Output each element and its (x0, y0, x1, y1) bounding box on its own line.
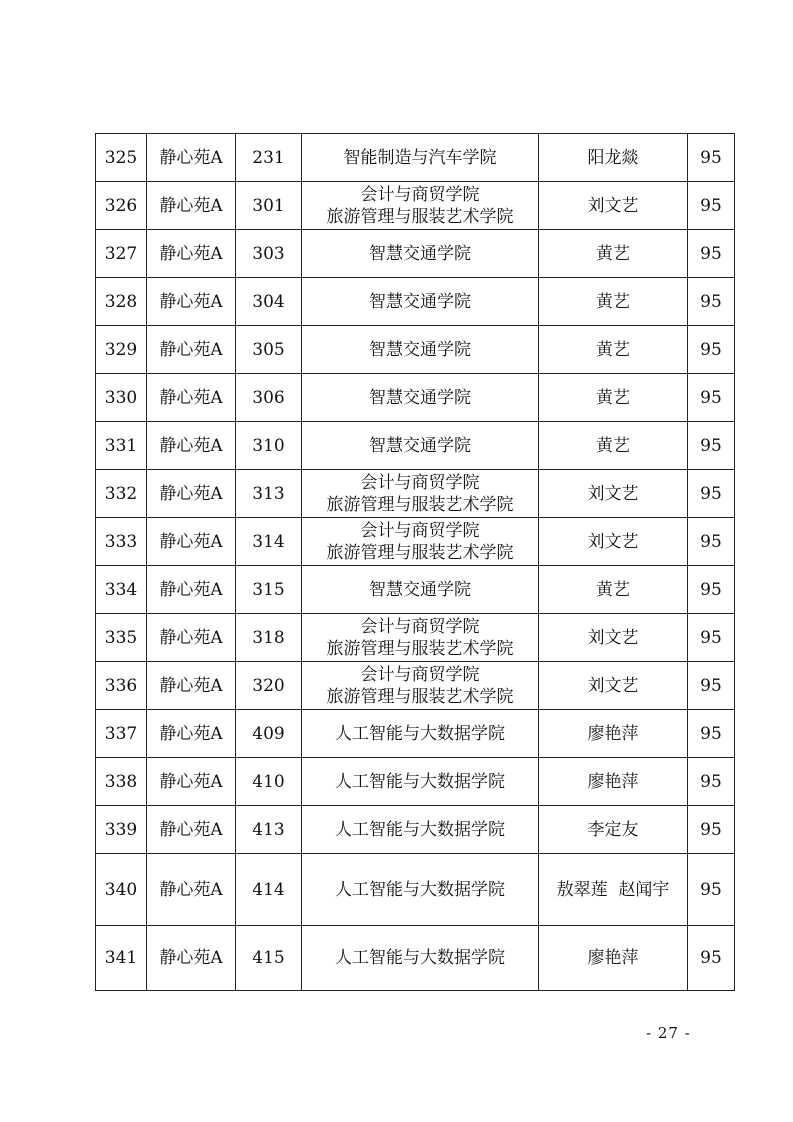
college-name: 智慧交通学院 (369, 387, 471, 408)
cell-building: 静心苑A (147, 758, 236, 806)
cell-score: 95 (688, 566, 735, 614)
cell-room: 320 (236, 662, 302, 710)
college-name: 人工智能与大数据学院 (335, 771, 505, 792)
college-name: 人工智能与大数据学院 (335, 948, 505, 968)
table-row (96, 806, 735, 854)
cell-score: 95 (688, 470, 735, 518)
cell-score: 95 (688, 278, 735, 326)
cell-building: 静心苑A (147, 566, 236, 614)
cell-number: 326 (96, 182, 147, 230)
cell-building: 静心苑A (147, 230, 236, 278)
cell-advisor: 黄艺 (539, 566, 688, 614)
cell-building: 静心苑A (147, 806, 236, 854)
table-row (96, 182, 735, 230)
cell-number: 327 (96, 230, 147, 278)
cell-score: 95 (688, 926, 735, 991)
table-row (96, 374, 735, 422)
cell-room: 305 (236, 326, 302, 374)
cell-score: 95 (688, 710, 735, 758)
cell-building: 静心苑A (147, 614, 236, 662)
cell-number: 335 (96, 614, 147, 662)
table-row (96, 422, 735, 470)
cell-number: 328 (96, 278, 147, 326)
cell-college (302, 470, 539, 518)
dormitory-table (95, 133, 735, 991)
cell-number: 336 (96, 662, 147, 710)
college-name: 人工智能与大数据学院 (335, 723, 505, 744)
cell-advisor: 黄艺 (539, 374, 688, 422)
cell-room: 303 (236, 230, 302, 278)
cell-building: 静心苑A (147, 374, 236, 422)
table-row (96, 470, 735, 518)
cell-college (302, 182, 539, 230)
cell-number: 337 (96, 710, 147, 758)
table-row (96, 326, 735, 374)
table-row (96, 230, 735, 278)
college-name: 人工智能与大数据学院 (335, 879, 505, 900)
cell-advisor: 廖艳萍 (539, 758, 688, 806)
college-name: 会计与商贸学院 (360, 616, 480, 637)
college-name: 会计与商贸学院 (360, 664, 480, 685)
college-name: 旅游管理与服装艺术学院 (326, 206, 514, 227)
cell-score: 95 (688, 134, 735, 182)
college-name: 旅游管理与服装艺术学院 (326, 686, 514, 707)
cell-building: 静心苑A (147, 662, 236, 710)
cell-college (302, 614, 539, 662)
table-row (96, 566, 735, 614)
cell-number: 325 (96, 134, 147, 182)
college-name: 旅游管理与服装艺术学院 (326, 638, 514, 659)
cell-advisor: 廖艳萍 (539, 926, 688, 991)
table-row (96, 854, 735, 926)
table-row (96, 134, 735, 182)
cell-college (302, 758, 539, 806)
table-row (96, 614, 735, 662)
college-name: 旅游管理与服装艺术学院 (326, 494, 514, 515)
cell-college (302, 134, 539, 182)
cell-college (302, 662, 539, 710)
cell-score: 95 (688, 854, 735, 926)
cell-building: 静心苑A (147, 422, 236, 470)
cell-building: 静心苑A (147, 182, 236, 230)
cell-number: 329 (96, 326, 147, 374)
college-name: 智慧交通学院 (369, 435, 471, 456)
cell-advisor: 刘文艺 (539, 182, 688, 230)
table-body (96, 134, 735, 991)
college-name: 会计与商贸学院 (360, 472, 480, 493)
cell-building: 静心苑A (147, 710, 236, 758)
cell-room: 304 (236, 278, 302, 326)
cell-advisor: 敖翠莲 赵闻宇 (539, 854, 688, 926)
cell-room: 314 (236, 518, 302, 566)
college-name: 智慧交通学院 (369, 339, 471, 360)
cell-advisor: 廖艳萍 (539, 710, 688, 758)
cell-advisor: 黄艺 (539, 278, 688, 326)
table-row (96, 662, 735, 710)
cell-score: 95 (688, 806, 735, 854)
cell-advisor: 李定友 (539, 806, 688, 854)
cell-room: 410 (236, 758, 302, 806)
cell-number: 338 (96, 758, 147, 806)
cell-college (302, 566, 539, 614)
cell-college (302, 710, 539, 758)
cell-college (302, 326, 539, 374)
cell-score: 95 (688, 326, 735, 374)
college-name: 智能制造与汽车学院 (343, 147, 497, 168)
cell-advisor: 黄艺 (539, 422, 688, 470)
college-name: 会计与商贸学院 (360, 184, 480, 205)
college-name: 会计与商贸学院 (360, 520, 480, 541)
cell-building: 静心苑A (147, 134, 236, 182)
cell-room: 415 (236, 926, 302, 991)
cell-room: 413 (236, 806, 302, 854)
cell-building: 静心苑A (147, 326, 236, 374)
cell-score: 95 (688, 422, 735, 470)
college-name: 智慧交通学院 (369, 243, 471, 264)
college-name: 智慧交通学院 (369, 579, 471, 600)
cell-score: 95 (688, 518, 735, 566)
cell-number: 340 (96, 854, 147, 926)
cell-number: 331 (96, 422, 147, 470)
cell-advisor: 黄艺 (539, 326, 688, 374)
cell-number: 341 (96, 926, 147, 991)
cell-building: 静心苑A (147, 518, 236, 566)
cell-number: 334 (96, 566, 147, 614)
cell-advisor: 阳龙燚 (539, 134, 688, 182)
cell-room: 231 (236, 134, 302, 182)
cell-advisor: 刘文艺 (539, 614, 688, 662)
cell-number: 330 (96, 374, 147, 422)
cell-score: 95 (688, 662, 735, 710)
cell-advisor: 刘文艺 (539, 662, 688, 710)
college-name: 旅游管理与服装艺术学院 (326, 542, 514, 563)
table-row (96, 710, 735, 758)
cell-number: 333 (96, 518, 147, 566)
cell-number: 339 (96, 806, 147, 854)
cell-advisor: 刘文艺 (539, 470, 688, 518)
cell-score: 95 (688, 230, 735, 278)
college-name: 智慧交通学院 (369, 291, 471, 312)
cell-room: 301 (236, 182, 302, 230)
cell-number: 332 (96, 470, 147, 518)
cell-room: 313 (236, 470, 302, 518)
cell-room: 310 (236, 422, 302, 470)
cell-building: 静心苑A (147, 854, 236, 926)
cell-building: 静心苑A (147, 278, 236, 326)
cell-college (302, 926, 539, 991)
cell-score: 95 (688, 182, 735, 230)
table-row (96, 758, 735, 806)
cell-score: 95 (688, 374, 735, 422)
cell-advisor: 黄艺 (539, 230, 688, 278)
cell-room: 315 (236, 566, 302, 614)
cell-score: 95 (688, 614, 735, 662)
cell-room: 414 (236, 854, 302, 926)
table-row (96, 278, 735, 326)
table-row (96, 926, 735, 991)
cell-building: 静心苑A (147, 470, 236, 518)
cell-college (302, 278, 539, 326)
table-row (96, 518, 735, 566)
cell-college (302, 854, 539, 926)
cell-college (302, 518, 539, 566)
cell-building: 静心苑A (147, 926, 236, 991)
cell-college (302, 230, 539, 278)
cell-advisor: 刘文艺 (539, 518, 688, 566)
college-name: 人工智能与大数据学院 (335, 819, 505, 840)
cell-college (302, 806, 539, 854)
page-number: - 27 - (646, 1024, 691, 1042)
cell-room: 409 (236, 710, 302, 758)
cell-room: 318 (236, 614, 302, 662)
cell-score: 95 (688, 758, 735, 806)
cell-college (302, 374, 539, 422)
cell-college (302, 422, 539, 470)
cell-room: 306 (236, 374, 302, 422)
